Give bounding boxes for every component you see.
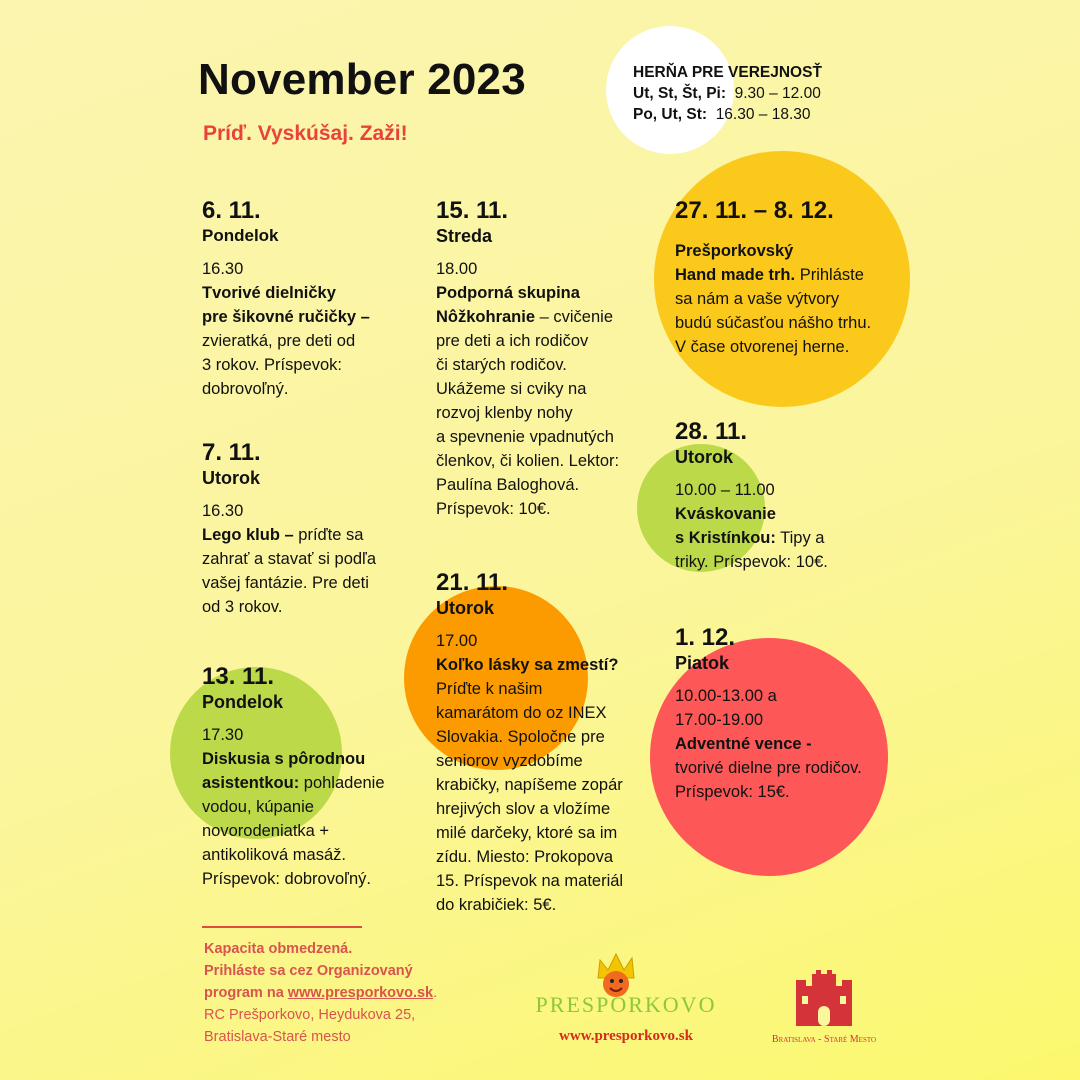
event-title: Koľko lásky sa zmestí?	[436, 656, 619, 674]
event-desc: kamarátom do oz INEX	[436, 704, 607, 722]
event-day: Utorok	[675, 447, 733, 467]
event-desc: vašej fantázie. Pre deti	[202, 574, 369, 592]
hours-row1-days: Ut, St, Št, Pi:	[633, 85, 726, 102]
event-time: 17.30	[202, 726, 244, 744]
event-title: Tvorivé dielničky	[202, 284, 336, 302]
hours-row2-days: Po, Ut, St:	[633, 106, 708, 123]
event-desc: 3 rokov. Príspevok:	[202, 356, 343, 374]
footer-address: RC Prešporkovo, Heydukova 25,	[204, 1007, 416, 1023]
city-name: Bratislava - Staré Mesto	[771, 1034, 877, 1045]
event-28-11	[675, 418, 828, 574]
event-date: 7. 11.	[202, 439, 261, 466]
event-desc: krabičky, napíšeme zopár	[436, 776, 623, 794]
event-title: Diskusia s pôrodnou	[202, 750, 366, 768]
event-title: Adventné vence -	[675, 735, 812, 753]
event-time: 18.00	[436, 260, 478, 278]
event-desc: od 3 rokov.	[202, 598, 283, 616]
event-date: 13. 11.	[202, 663, 275, 690]
footer-line: Prihláste sa cez Organizovaný	[204, 963, 413, 979]
event-desc: tvorivé dielne pre rodičov.	[675, 759, 862, 777]
event-desc: príďte sa	[298, 526, 364, 544]
event-title: Nôžkohranie	[436, 308, 536, 326]
event-time: 10.00 – 11.00	[675, 481, 775, 499]
event-date: 21. 11.	[436, 569, 509, 596]
event-time: 17.00-19.00	[675, 711, 764, 729]
event-date: 27. 11. – 8. 12.	[675, 197, 834, 224]
event-title: Hand made trh.	[675, 266, 796, 284]
event-day: Pondelok	[202, 226, 279, 245]
hours-row1-time: 9.30 – 12.00	[734, 85, 821, 102]
event-title: Podporná skupina	[436, 284, 580, 302]
hours-row2-time: 16.30 – 18.30	[715, 106, 811, 123]
event-date: 1. 12.	[675, 624, 736, 651]
event-desc: Príspevok: 10€.	[436, 500, 551, 518]
event-desc: pre deti a ich rodičov	[436, 332, 589, 350]
event-date: 15. 11.	[436, 197, 509, 224]
event-desc: Slovakia. Spoločne pre	[436, 728, 605, 746]
hours-title: HERŇA PRE VEREJNOSŤ	[633, 64, 822, 81]
event-desc: Príspevok: dobrovoľný.	[202, 870, 371, 888]
event-13-11	[202, 663, 385, 891]
event-date: 28. 11.	[675, 418, 748, 445]
event-desc: členkov, či kolien. Lektor:	[436, 452, 620, 470]
event-desc: rozvoj klenby nohy	[436, 404, 573, 422]
event-desc: – cvičenie	[539, 308, 613, 326]
event-desc: Paulína Baloghová.	[436, 476, 580, 494]
event-27-11-8-12	[675, 197, 871, 359]
event-desc: a spevnenie vpadnutých	[436, 428, 614, 446]
event-desc: pohladenie	[303, 774, 385, 792]
event-desc: vodou, kúpanie	[202, 798, 314, 816]
footer-link[interactable]: www.presporkovo.sk	[287, 985, 434, 1001]
event-15-11	[436, 197, 619, 521]
footer-line: Kapacita obmedzená.	[204, 941, 353, 957]
event-desc: 15. Príspevok na materiál	[436, 872, 624, 890]
event-desc: Prihláste	[799, 266, 864, 284]
event-desc: sa nám a vaše výtvory	[675, 290, 840, 308]
presporkovo-url: www.presporkovo.sk	[559, 1028, 693, 1044]
event-1-12	[675, 624, 862, 804]
event-desc: triky. Príspevok: 10€.	[675, 553, 828, 571]
event-desc: novorodeniatka +	[202, 822, 330, 840]
event-desc: budú súčasťou nášho trhu.	[675, 314, 872, 332]
event-time: 16.30	[202, 502, 244, 520]
event-21-11	[436, 569, 623, 917]
event-title: s Kristínkou:	[675, 529, 776, 547]
event-desc: Príspevok: 15€.	[675, 783, 790, 801]
event-title: Prešporkovský	[675, 242, 794, 260]
event-day: Utorok	[202, 468, 260, 488]
event-desc: do krabičiek: 5€.	[436, 896, 557, 914]
event-day: Streda	[436, 226, 493, 246]
event-desc: zahrať a stavať si podľa	[202, 550, 377, 568]
presporkovo-name: PRESPORKOVO	[535, 992, 717, 1017]
event-desc: milé darčeky, ktoré sa im	[436, 824, 618, 842]
event-title: pre šikovné ručičky –	[202, 308, 370, 326]
opening-hours	[633, 62, 822, 125]
stare-mesto-logo	[752, 970, 896, 1050]
event-title: Kváskovanie	[675, 505, 776, 523]
event-7-11	[202, 439, 376, 619]
event-day: Pondelok	[202, 692, 284, 712]
footer-note: Kapacita obmedzená. Prihláste sa cez Organizovaný program na www.presporkovo.sk. RC Prešporkovo, Heydukova 25, Bratislava-Staré mesto	[204, 938, 437, 1048]
event-desc: Príďte k našim	[436, 680, 543, 698]
event-time: 10.00-13.00 a	[675, 687, 777, 705]
event-desc: V čase otvorenej herne.	[675, 338, 850, 356]
event-time: 17.00	[436, 632, 478, 650]
footer-line: program na	[204, 985, 288, 1001]
page-title: November 2023	[198, 55, 526, 104]
event-desc: zvieratká, pre deti od	[202, 332, 356, 350]
event-desc: dobrovoľný.	[202, 380, 289, 398]
divider	[202, 926, 362, 928]
footer-address: Bratislava-Staré mesto	[204, 1029, 351, 1045]
castle-icon	[752, 970, 896, 1030]
event-desc: antikoliková masáž.	[202, 846, 346, 864]
event-day: Piatok	[675, 653, 730, 673]
event-6-11	[202, 197, 370, 401]
tagline: Príď. Vyskúšaj. Zaži!	[203, 122, 408, 145]
presporkovo-logo	[526, 948, 726, 1048]
event-time: 16.30	[202, 260, 244, 278]
event-desc: seniorov vyzdobíme	[436, 752, 583, 770]
event-title: asistentkou:	[202, 774, 300, 792]
event-title: Lego klub –	[202, 526, 294, 544]
event-desc: Tipy a	[780, 529, 825, 547]
event-desc: hrejivých slov a vložíme	[436, 800, 611, 818]
event-date: 6. 11.	[202, 197, 261, 224]
event-day: Utorok	[436, 598, 494, 618]
event-desc: zídu. Miesto: Prokopova	[436, 848, 614, 866]
event-desc: Ukážeme si cviky na	[436, 380, 587, 398]
event-desc: či starých rodičov.	[436, 356, 567, 374]
